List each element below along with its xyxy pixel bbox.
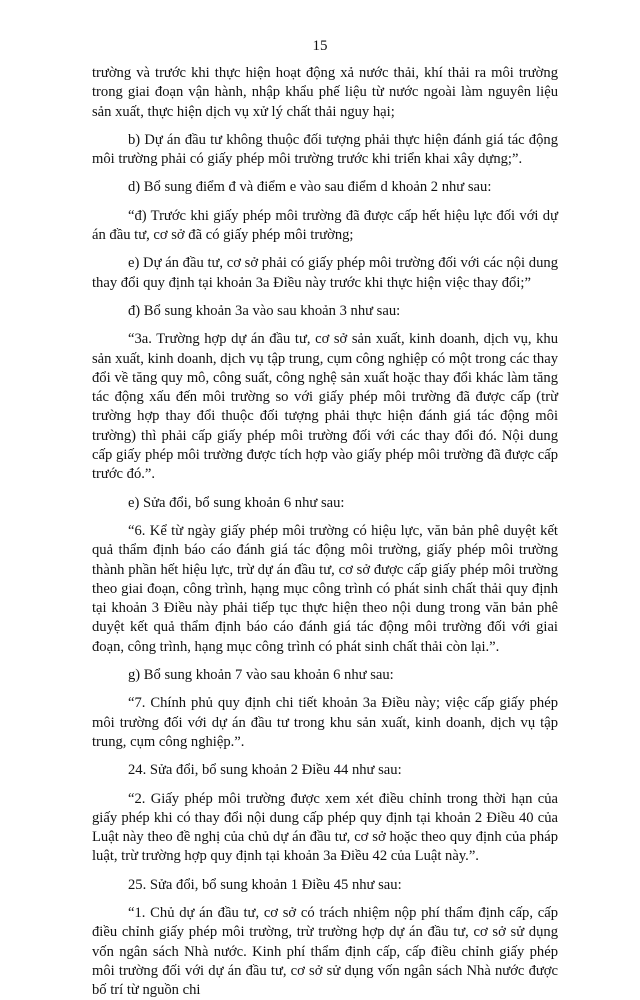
paragraph-instruction-d: d) Bổ sung điểm đ và điểm e vào sau điểm d khoản 2 như sau: [128,179,492,196]
paragraph-item-24: 24. Sửa đổi, bổ sung khoản 2 Điều 44 như sau: [128,762,402,779]
document-body [92,64,558,1000]
paragraph-clause-7: “7. Chính phủ quy định chi tiết khoản 3a Điều này; việc cấp giấy phép môi trường đối với dự án đầu tư trong khu sản xuất, kinh doanh, dịch vụ tập trung, cụm công nghiệp.”. [92,695,558,750]
paragraph-instruction-e: e) Sửa đổi, bổ sung khoản 6 như sau: [128,494,345,511]
page-number: 15 [312,38,328,54]
paragraph-article-44-clause-2: “2. Giấy phép môi trường được xem xét điều chỉnh trong thời hạn của giấy phép khi có thay đổi nội dung cấp phép quy định tại khoản 2 Điều 40 của Luật này theo đề nghị của chủ dự án đầu tư, cơ sở hoặc theo quy định của pháp luật, trừ trường hợp quy định tại khoản 3a Điều 42 của Luật này.”. [92,790,558,865]
paragraph-item-25: 25. Sửa đổi, bổ sung khoản 1 Điều 45 như sau: [128,876,402,893]
paragraph-instruction-g: g) Bổ sung khoản 7 vào sau khoản 6 như sau: [128,667,394,684]
paragraph-continuation: trường và trước khi thực hiện hoạt động xả nước thải, khí thải ra môi trường trong giai đoạn vận hành, nhập khẩu phế liệu từ nước ngoài làm nguyên liệu sản xuất, thực hiện dịch vụ xử lý chất thải nguy hại; [92,65,558,120]
paragraph-point-dd: “đ) Trước khi giấy phép môi trường đã được cấp hết hiệu lực đối với dự án đầu tư, cơ sở đã có giấy phép môi trường; [92,207,558,244]
paragraph-instruction-dd: đ) Bổ sung khoản 3a vào sau khoản 3 như sau: [128,302,401,319]
paragraph-point-e: e) Dự án đầu tư, cơ sở phải có giấy phép môi trường đối với các nội dung thay đổi quy định tại khoản 3a Điều này trước khi thực hiện việc thay đổi;” [92,255,558,291]
paragraph-article-45-clause-1: “1. Chủ dự án đầu tư, cơ sở có trách nhiệm nộp phí thẩm định cấp, cấp điều chỉnh giấy phép môi trường, trừ trường hợp dự án đầu tư, cơ sở sử dụng vốn ngân sách Nhà nước. Kinh phí thẩm định cấp, cấp điều chỉnh giấy phép môi trường đối với dự án đầu tư, cơ sở sử dụng vốn ngân sách Nhà nước được bố trí từ nguồn chi [92,904,558,999]
paragraph-point-b: b) Dự án đầu tư không thuộc đối tượng phải thực hiện đánh giá tác động môi trường phải có giấy phép môi trường trước khi triển khai xây dựng;”. [92,131,558,168]
paragraph-clause-3a: “3a. Trường hợp dự án đầu tư, cơ sở sản xuất, kinh doanh, dịch vụ, khu sản xuất, kinh doanh, dịch vụ tập trung, cụm công nghiệp có một trong các thay đổi về tăng quy mô, công suất, công nghệ sản xuất hoặc thay đổi khác làm tăng tác động xấu đến môi trường so với giấy phép môi trường đã được cấp (trừ trường hợp thay đổi thuộc đối tượng phải thực hiện đánh giá tác động môi trường) thì phải cấp giấy phép môi trường đối với các thay đổi đó. Nội dung cấp giấy phép môi trường được tích hợp vào giấy phép môi trường đã được cấp trước đó.”. [92,331,558,483]
paragraph-clause-6: “6. Kể từ ngày giấy phép môi trường có hiệu lực, văn bản phê duyệt kết quả thẩm định báo cáo đánh giá tác động môi trường, giấy phép môi trường thành phần hết hiệu lực, trừ dự án đầu tư, cơ sở được cấp giấy phép môi trường theo giai đoạn, công trình, hạng mục công trình có phát sinh chất thải quy định tại khoản 3 Điều này phải tiếp tục thực hiện theo nội dung trong văn bản phê duyệt kết quả thẩm định báo cáo đánh giá tác động môi trường đối với giai đoạn, công trình, hạng mục công trình có phát sinh chất thải còn lại.”. [92,522,558,655]
